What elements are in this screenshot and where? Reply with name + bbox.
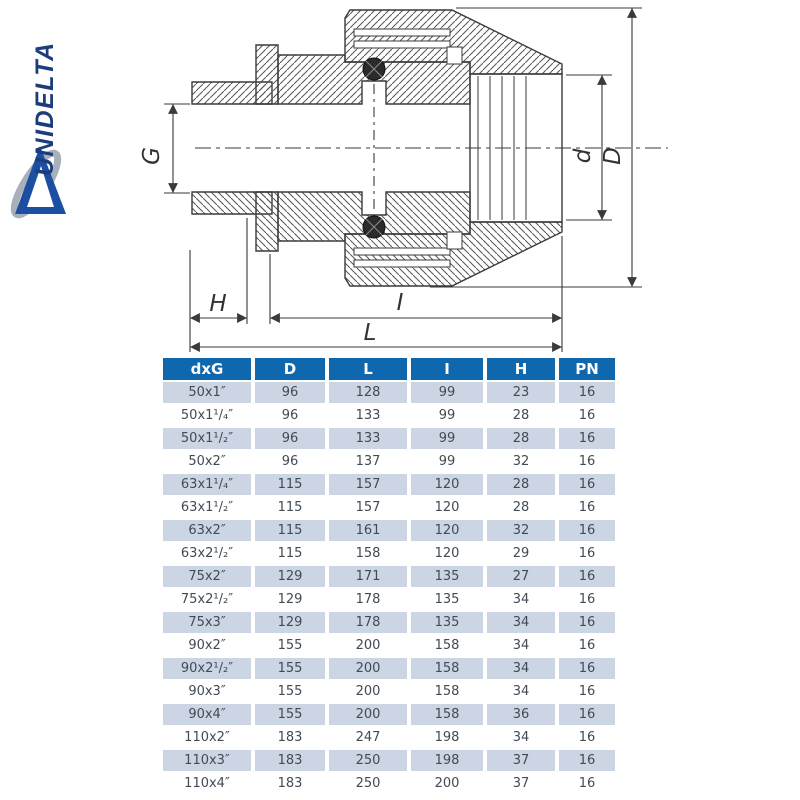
dim-label-H: H — [209, 291, 227, 317]
table-cell: 115 — [255, 543, 325, 564]
table-cell: 120 — [411, 474, 483, 495]
table-cell: 250 — [329, 773, 407, 794]
table-cell: 16 — [559, 612, 615, 633]
table-cell: 29 — [487, 543, 555, 564]
table-cell: 28 — [487, 497, 555, 518]
table-cell: 32 — [487, 451, 555, 472]
table-cell: 34 — [487, 612, 555, 633]
table-cell: 183 — [255, 750, 325, 771]
table-cell: 178 — [329, 612, 407, 633]
table-cell: 75x2″ — [163, 566, 251, 587]
table-row — [163, 428, 615, 449]
table-cell: 247 — [329, 727, 407, 748]
table-cell: 120 — [411, 543, 483, 564]
table-cell: 90x2″ — [163, 635, 251, 656]
table-cell: 50x1¹/₄″ — [163, 405, 251, 426]
table-cell: 137 — [329, 451, 407, 472]
table-cell: 161 — [329, 520, 407, 541]
table-cell: 99 — [411, 405, 483, 426]
table-cell: 158 — [329, 543, 407, 564]
table-cell: 183 — [255, 773, 325, 794]
table-cell: 50x1¹/₂″ — [163, 428, 251, 449]
table-cell: 34 — [487, 635, 555, 656]
table-cell: 50x2″ — [163, 451, 251, 472]
column-header-pn: PN — [559, 358, 615, 380]
collar-wall — [256, 45, 278, 104]
table-cell: 135 — [411, 589, 483, 610]
table-cell: 120 — [411, 520, 483, 541]
table-cell: 16 — [559, 658, 615, 679]
table-cell: 133 — [329, 428, 407, 449]
table-row — [163, 635, 615, 656]
table-cell: 250 — [329, 750, 407, 771]
table-cell: 110x4″ — [163, 773, 251, 794]
table-cell: 99 — [411, 451, 483, 472]
table-cell: 34 — [487, 589, 555, 610]
dim-label-d: d — [570, 148, 596, 164]
table-row — [163, 658, 615, 679]
table-cell: 63x1¹/₂″ — [163, 497, 251, 518]
table-cell: 155 — [255, 704, 325, 725]
table-row — [163, 474, 615, 495]
table-cell: 135 — [411, 566, 483, 587]
table-cell: 16 — [559, 589, 615, 610]
table-cell: 115 — [255, 520, 325, 541]
table-cell: 23 — [487, 382, 555, 403]
table-cell: 16 — [559, 405, 615, 426]
table-cell: 158 — [411, 635, 483, 656]
table-cell: 110x3″ — [163, 750, 251, 771]
dim-label-I: I — [396, 290, 404, 316]
table-cell: 34 — [487, 727, 555, 748]
table-cell: 16 — [559, 543, 615, 564]
table-cell: 158 — [411, 704, 483, 725]
table-cell: 37 — [487, 773, 555, 794]
table-cell: 99 — [411, 428, 483, 449]
table-cell: 63x2¹/₂″ — [163, 543, 251, 564]
column-header-d: D — [255, 358, 325, 380]
table-cell: 115 — [255, 497, 325, 518]
table-cell: 155 — [255, 681, 325, 702]
table-cell: 63x1¹/₄″ — [163, 474, 251, 495]
table-cell: 16 — [559, 566, 615, 587]
table-cell: 90x2¹/₂″ — [163, 658, 251, 679]
table-cell: 34 — [487, 681, 555, 702]
table-cell: 200 — [329, 658, 407, 679]
dim-label-D: D — [600, 147, 626, 165]
table-cell: 75x2¹/₂″ — [163, 589, 251, 610]
table-cell: 16 — [559, 681, 615, 702]
table-cell: 16 — [559, 382, 615, 403]
table-cell: 90x3″ — [163, 681, 251, 702]
dim-label-G: G — [139, 147, 165, 165]
table-cell: 50x1″ — [163, 382, 251, 403]
table-cell: 157 — [329, 474, 407, 495]
table-cell: 28 — [487, 474, 555, 495]
table-row — [163, 612, 615, 633]
logo-text: UNIDELTA — [31, 41, 59, 176]
table-cell: 96 — [255, 382, 325, 403]
table-cell: 99 — [411, 382, 483, 403]
table-cell: 16 — [559, 635, 615, 656]
table-cell: 28 — [487, 428, 555, 449]
table-cell: 36 — [487, 704, 555, 725]
table-row — [163, 727, 615, 748]
table-cell: 157 — [329, 497, 407, 518]
table-row — [163, 773, 615, 794]
table-cell: 96 — [255, 451, 325, 472]
table-cell: 200 — [329, 704, 407, 725]
thread-end-notch — [447, 47, 462, 64]
column-header-h: H — [487, 358, 555, 380]
table-row — [163, 497, 615, 518]
table-cell: 129 — [255, 612, 325, 633]
table-cell: 155 — [255, 658, 325, 679]
technical-drawing — [0, 0, 800, 358]
table-cell: 129 — [255, 566, 325, 587]
thread-slot — [354, 41, 450, 48]
spec-table-body — [163, 382, 615, 794]
table-cell: 110x2″ — [163, 727, 251, 748]
table-cell: 16 — [559, 451, 615, 472]
table-cell: 27 — [487, 566, 555, 587]
table-cell: 200 — [411, 773, 483, 794]
table-cell: 129 — [255, 589, 325, 610]
table-row — [163, 451, 615, 472]
table-cell: 198 — [411, 727, 483, 748]
dim-label-L: L — [363, 320, 377, 346]
table-row — [163, 704, 615, 725]
table-cell: 16 — [559, 750, 615, 771]
table-row — [163, 520, 615, 541]
table-row — [163, 566, 615, 587]
table-cell: 135 — [411, 612, 483, 633]
table-cell: 34 — [487, 658, 555, 679]
table-cell: 16 — [559, 497, 615, 518]
table-cell: 63x2″ — [163, 520, 251, 541]
table-cell: 171 — [329, 566, 407, 587]
table-cell: 96 — [255, 405, 325, 426]
table-cell: 16 — [559, 474, 615, 495]
table-cell: 155 — [255, 635, 325, 656]
column-header-i: I — [411, 358, 483, 380]
table-cell: 200 — [329, 681, 407, 702]
table-cell: 128 — [329, 382, 407, 403]
table-cell: 96 — [255, 428, 325, 449]
table-cell: 200 — [329, 635, 407, 656]
table-cell: 120 — [411, 497, 483, 518]
table-cell: 158 — [411, 658, 483, 679]
table-cell: 28 — [487, 405, 555, 426]
table-row — [163, 681, 615, 702]
table-row — [163, 750, 615, 771]
table-cell: 32 — [487, 520, 555, 541]
table-header-row — [163, 358, 615, 380]
table-row — [163, 589, 615, 610]
table-row — [163, 405, 615, 426]
table-cell: 16 — [559, 773, 615, 794]
table-row — [163, 382, 615, 403]
table-cell: 178 — [329, 589, 407, 610]
table-cell: 90x4″ — [163, 704, 251, 725]
table-cell: 16 — [559, 520, 615, 541]
dimension-table — [159, 356, 619, 796]
table-cell: 37 — [487, 750, 555, 771]
table-row — [163, 543, 615, 564]
table-cell: 183 — [255, 727, 325, 748]
table-cell: 133 — [329, 405, 407, 426]
table-cell: 16 — [559, 428, 615, 449]
thread-slot — [354, 29, 450, 36]
table-cell: 115 — [255, 474, 325, 495]
table-cell: 16 — [559, 704, 615, 725]
table-cell: 198 — [411, 750, 483, 771]
column-header-dxg: dxG — [163, 358, 251, 380]
table-cell: 16 — [559, 727, 615, 748]
column-header-l: L — [329, 358, 407, 380]
table-cell: 158 — [411, 681, 483, 702]
table-cell: 75x3″ — [163, 612, 251, 633]
